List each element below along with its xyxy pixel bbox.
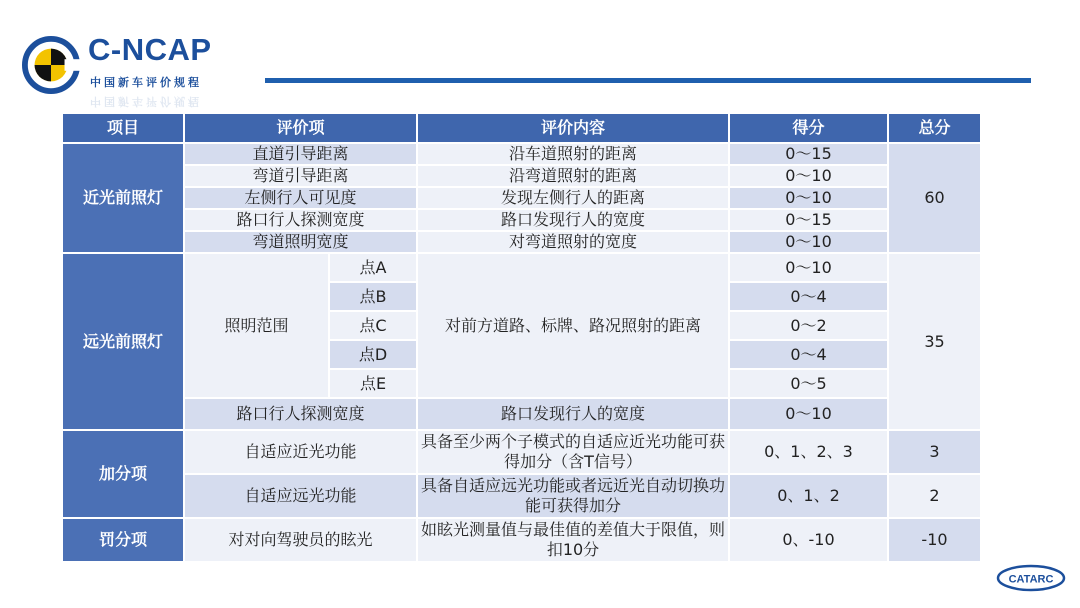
score-cell: 0～10 [730, 254, 887, 281]
content-cell: 发现左侧行人的距离 [418, 188, 728, 208]
score-cell: 0、1、2、3 [730, 431, 887, 473]
header-content: 评价内容 [418, 114, 728, 142]
scoring-table-wrapper [61, 112, 982, 563]
score-cell: 0、-10 [730, 519, 887, 561]
table-row [63, 166, 980, 186]
category-low-beam: 近光前照灯 [63, 144, 183, 252]
content-cell: 沿车道照射的距离 [418, 144, 728, 164]
brand-title: C-NCAP [88, 32, 212, 67]
category-penalty: 罚分项 [63, 519, 183, 561]
category-high-beam: 远光前照灯 [63, 254, 183, 429]
eval-item-cell: 对对向驾驶员的眩光 [185, 519, 416, 561]
content-cell: 路口发现行人的宽度 [418, 210, 728, 230]
eval-item-cell: 自适应近光功能 [185, 431, 416, 473]
content-cell: 具备自适应远光功能或者远近光自动切换功能可获得加分 [418, 475, 728, 517]
total-cell: 3 [889, 431, 980, 473]
eval-item-cell: 路口行人探测宽度 [185, 399, 416, 429]
header-divider [265, 78, 1031, 83]
score-cell: 0～15 [730, 210, 887, 230]
point-label-cell: 点C [330, 312, 416, 339]
content-cell: 沿弯道照射的距离 [418, 166, 728, 186]
category-bonus: 加分项 [63, 431, 183, 517]
eval-item-cell: 路口行人探测宽度 [185, 210, 416, 230]
brand-subtitle-reflection: 中国新车评价规程 [90, 95, 202, 108]
table-row [63, 210, 980, 230]
header-item: 项目 [63, 114, 183, 142]
range-item-cell: 照明范围 [185, 254, 328, 397]
score-cell: 0～4 [730, 341, 887, 368]
eval-item-cell: 左侧行人可见度 [185, 188, 416, 208]
cncap-emblem-icon [22, 36, 80, 94]
table-row [63, 399, 980, 429]
table-header-row [63, 114, 980, 142]
brand-subtitle: 中国新车评价规程 [90, 76, 202, 89]
point-label-cell: 点E [330, 370, 416, 397]
score-cell: 0、1、2 [730, 475, 887, 517]
footer-logo-text: CATARC [1008, 573, 1054, 586]
eval-item-cell: 弯道引导距离 [185, 166, 416, 186]
score-cell: 0～2 [730, 312, 887, 339]
table-row [63, 188, 980, 208]
total-low-beam: 60 [889, 144, 980, 252]
scoring-table [61, 112, 982, 563]
total-cell: -10 [889, 519, 980, 561]
table-row [63, 475, 980, 517]
score-cell: 0～10 [730, 232, 887, 252]
header-score: 得分 [730, 114, 887, 142]
score-cell: 0～15 [730, 144, 887, 164]
point-label-cell: 点D [330, 341, 416, 368]
table-row [63, 232, 980, 252]
header-eval-item: 评价项 [185, 114, 416, 142]
header-total: 总分 [889, 114, 980, 142]
eval-item-cell: 自适应远光功能 [185, 475, 416, 517]
table-row [63, 144, 980, 164]
score-cell: 0～10 [730, 188, 887, 208]
score-cell: 0～10 [730, 399, 887, 429]
score-cell: 0～10 [730, 166, 887, 186]
content-cell: 具备至少两个子模式的自适应近光功能可获得加分（含T信号） [418, 431, 728, 473]
eval-item-cell: 直道引导距离 [185, 144, 416, 164]
point-label-cell: 点A [330, 254, 416, 281]
score-cell: 0～4 [730, 283, 887, 310]
eval-item-cell: 弯道照明宽度 [185, 232, 416, 252]
point-label-cell: 点B [330, 283, 416, 310]
content-cell: 对弯道照射的宽度 [418, 232, 728, 252]
total-high-beam: 35 [889, 254, 980, 429]
content-cell: 路口发现行人的宽度 [418, 399, 728, 429]
score-cell: 0～5 [730, 370, 887, 397]
content-cell: 如眩光测量值与最佳值的差值大于限值，则扣10分 [418, 519, 728, 561]
range-content-cell: 对前方道路、标牌、路况照射的距离 [418, 254, 728, 397]
total-cell: 2 [889, 475, 980, 517]
table-row [63, 519, 980, 561]
table-row [63, 254, 980, 281]
catarc-logo-icon [996, 564, 1066, 592]
table-row [63, 431, 980, 473]
cncap-logo [22, 30, 232, 110]
